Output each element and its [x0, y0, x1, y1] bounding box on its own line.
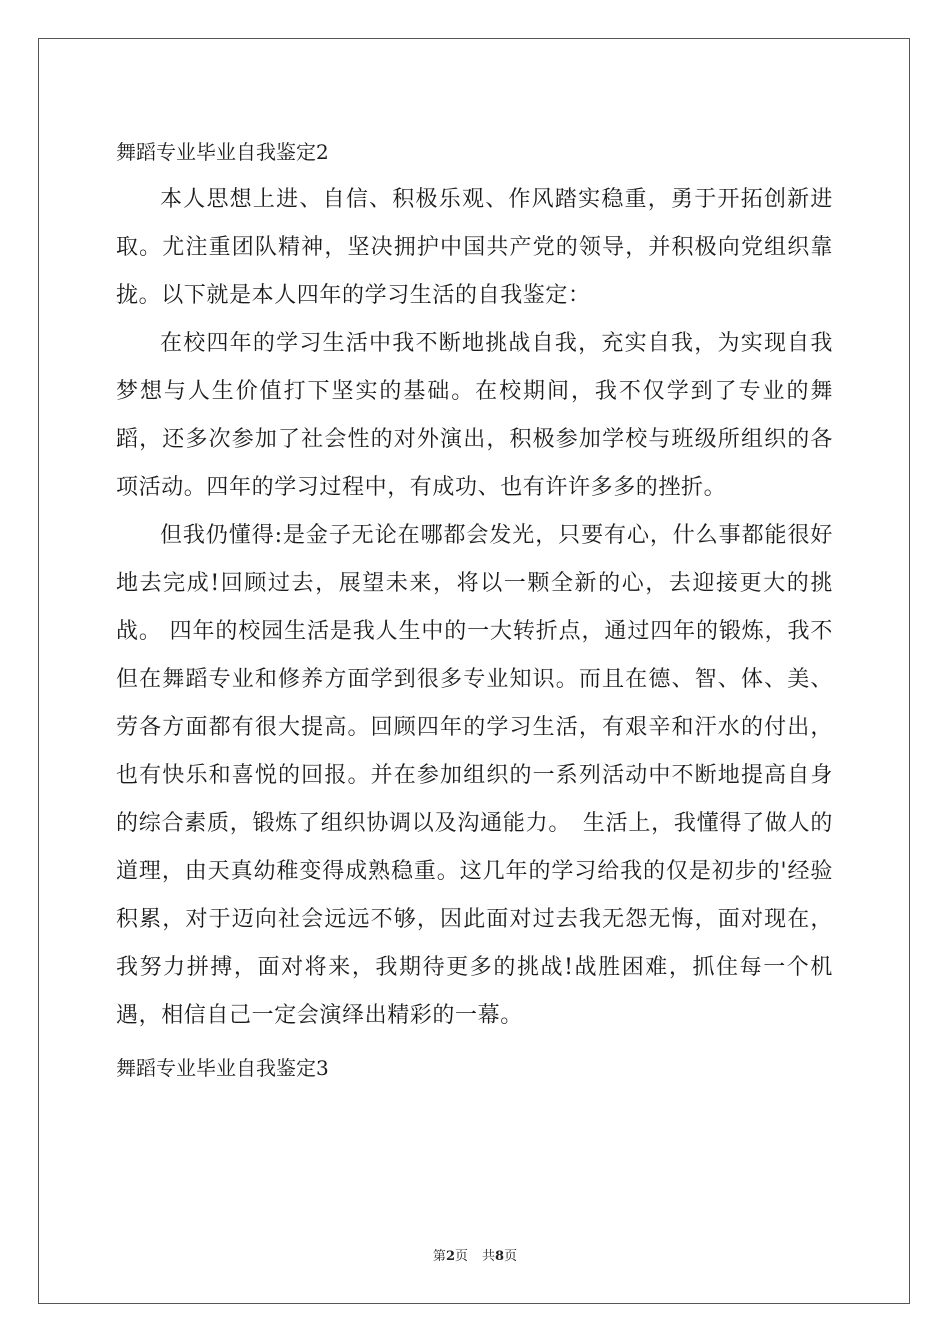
total-suffix: 页	[504, 1249, 518, 1264]
section-heading-3: 舞蹈专业毕业自我鉴定3	[116, 1056, 329, 1080]
paragraph-2: 在校四年的学习生活中我不断地挑战自我，充实自我，为实现自我梦想与人生价值打下坚实的基础。在校期间，我不仅学到了专业的舞蹈，还多次参加了社会性的对外演出，积极参加学校与班级所组织的各项活动。四年的学习过程中，有成功、也有许许多多的挫折。	[116, 331, 833, 500]
section-heading-2: 舞蹈专业毕业自我鉴定2	[116, 140, 329, 164]
document-body	[116, 128, 833, 1092]
page-suffix: 页	[454, 1249, 468, 1264]
page-prefix: 第	[432, 1249, 446, 1264]
paragraph-1: 本人思想上进、自信、积极乐观、作风踏实稳重，勇于开拓创新进取。尤注重团队精神，坚决拥护中国共产党的领导，并积极向党组织靠拢。以下就是本人四年的学习生活的自我鉴定：	[116, 187, 833, 308]
paragraph-3: 但我仍懂得:是金子无论在哪都会发光，只要有心，什么事都能很好地去完成!回顾过去，展望未来，将以一颗全新的心，去迎接更大的挑战。 四年的校园生活是我人生中的一大转折点，通过四年的锻炼，我不但在舞蹈专业和修养方面学到很多专业知识。而且在德、智、体、美、劳各方面都有很大提高。回顾四年的学习生活，有艰辛和汗水的付出，也有快乐和喜悦的回报。并在参加组织的一系列活动中不断地提高自身的综合素质，锻炼了组织协调以及沟通能力。 生活上，我懂得了做人的道理，由天真幼稚变得成熟稳重。这几年的学习给我的仅是初步的'经验积累，对于迈向社会远远不够，因此面对过去我无怨无悔，面对现在，我努力拼搏，面对将来，我期待更多的挑战!战胜困难，抓住每一个机遇，相信自己一定会演绎出精彩的一幕。	[116, 523, 833, 1028]
total-pages: 8	[495, 1249, 505, 1264]
page-footer	[0, 1245, 950, 1264]
total-prefix: 共	[482, 1249, 496, 1264]
page-number: 2	[445, 1249, 455, 1264]
